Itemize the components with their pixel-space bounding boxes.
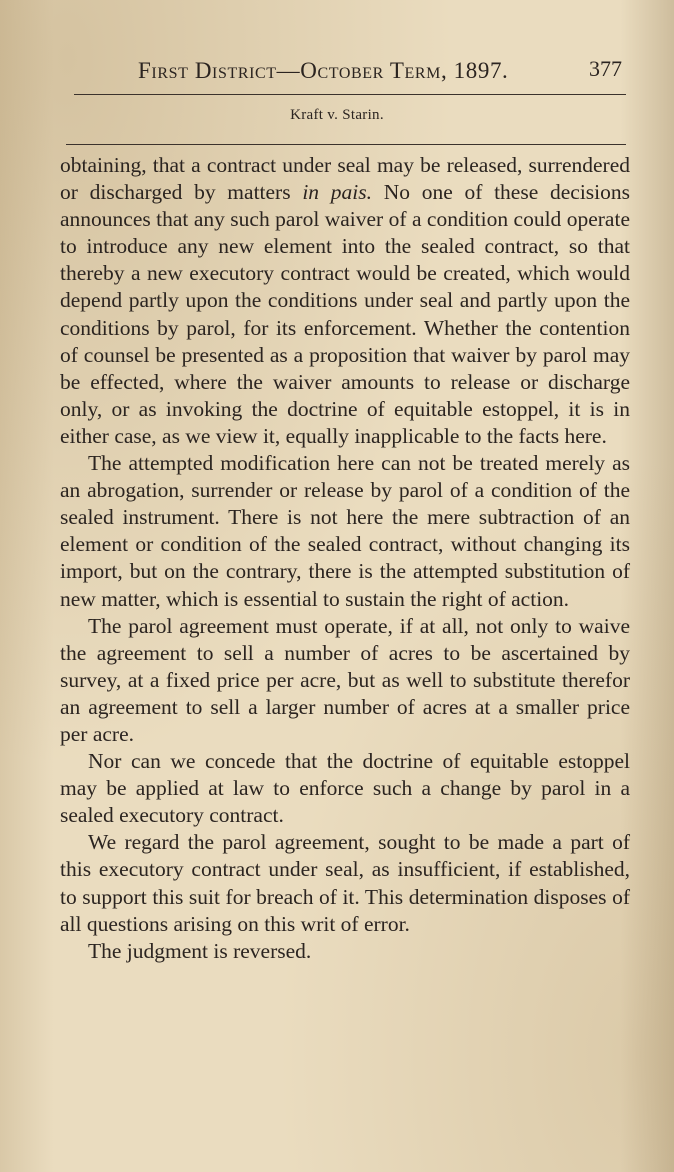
italic-phrase: in pais. xyxy=(302,180,372,205)
paragraph-text: No one of these decisions announces that any such parol waiver of a condition could operate to introduce any new element into the sealed contract, so that thereby a new executory contract would be created, which would depend partly upon the conditions under seal and partly upon the conditions by parol, for its enforcement. Whether the contention of counsel be presented as a proposition that waiver by parol may be effected, where the waiver amounts to release or discharge only, or as invoking the doctrine of equitable estoppel, it is in either case, as we view it, equally inapplicable to the facts here. xyxy=(60,180,630,448)
paragraph-text: obtaining, that a contract under seal may be released, surrendered or discharged by matters xyxy=(60,153,630,205)
paragraph: The judgment is reversed. xyxy=(88,938,312,963)
paragraph: Nor can we concede that the doctrine of equitable estoppel may be applied at law to enforce such a change by parol in a sealed executory contract. xyxy=(60,749,630,828)
case-title: Kraft v. Starin. xyxy=(290,107,384,123)
page-number: 377 xyxy=(589,56,622,81)
paragraph: The parol agreement must operate, if at all, not only to waive the agreement to sell a number of acres to be ascertained by survey, at a fixed price per acre, but as well to substitute therefor an agreement to sell a larger number of acres at a smaller price per acre. xyxy=(60,613,630,746)
running-head-title: First District—October Term, 1897. xyxy=(138,58,509,83)
paragraph: We regard the parol agreement, sought to be made a part of this executory contract under seal, as insufficient, if established, to support this suit for breach of it. This determination disposes of all questions arising on this writ of error. xyxy=(60,830,630,936)
running-head xyxy=(138,56,628,86)
paragraph-continued xyxy=(60,152,630,450)
body-text xyxy=(60,152,630,965)
header-rule xyxy=(74,94,626,95)
paragraph: The attempted modification here can not be treated merely as an abrogation, surrender or release by parol of a condition of the sealed instrument. There is not here the mere subtraction of an element or condition of the sealed contract, without changing its import, but on the contrary, there is the attempted substitution of new matter, which is essential to sustain the right of action. xyxy=(60,451,630,611)
case-title-rule xyxy=(66,144,626,145)
